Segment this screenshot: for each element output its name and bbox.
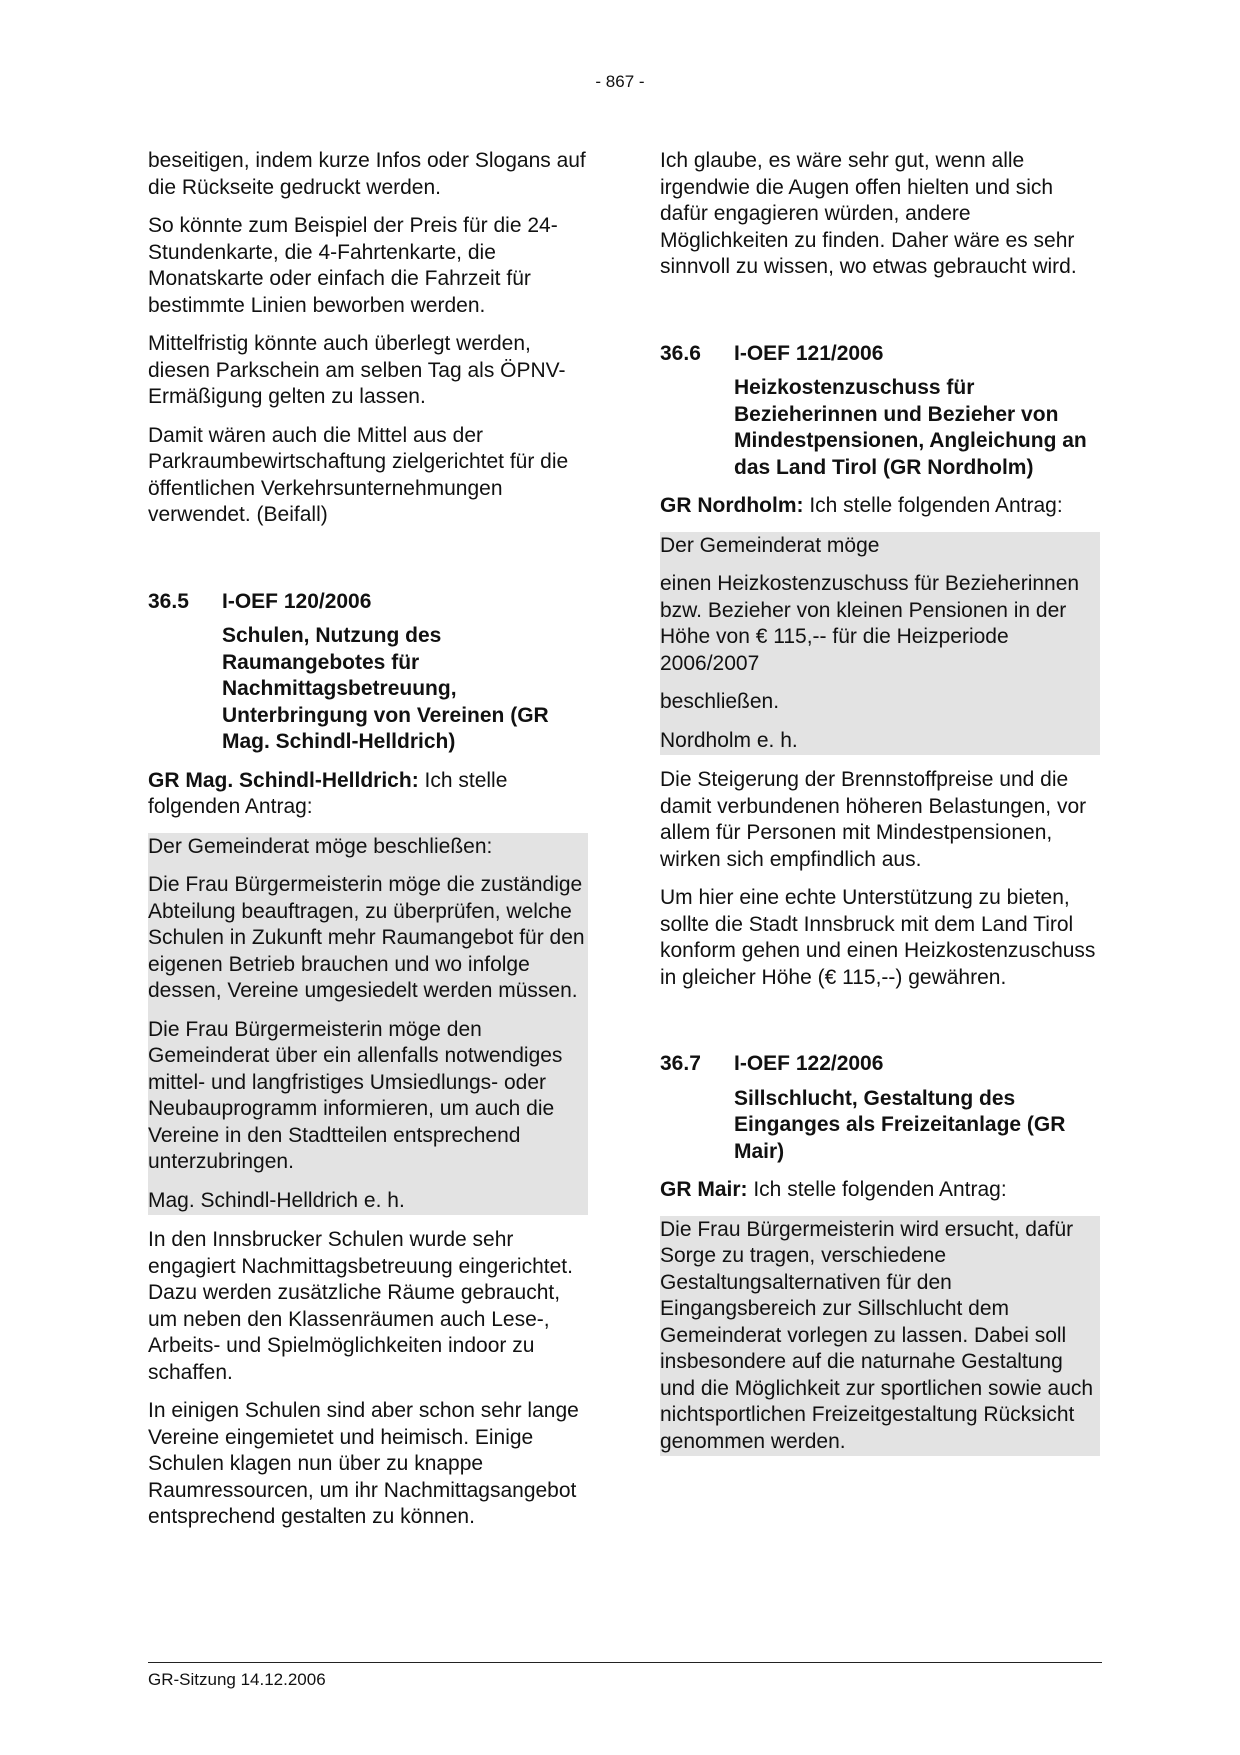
section-code: I-OEF 121/2006 (734, 341, 884, 365)
left-column (148, 148, 588, 1543)
speaker-name: GR Mag. Schindl-Helldrich: (148, 768, 419, 792)
section-code: I-OEF 120/2006 (222, 589, 372, 613)
page-number: - 867 - (595, 72, 645, 91)
paragraph: In den Innsbrucker Schulen wurde sehr engagiert Nachmittagsbetreuung eingerichtet. Dazu werden zusätzliche Räume gebraucht, um neben den Klassenräumen auch Lese-, Arbeits- und Spielmöglichkeiten indoor zu schaffen. (148, 1228, 573, 1384)
section-title: Heizkostenzuschuss für Bezieherinnen und Bezieher von Mindestpensionen, Angleichung an das Land Tirol (GR Nordholm) (734, 376, 1087, 479)
speaker-intro-text: Ich stelle folgenden Antrag: (148, 768, 508, 818)
footer-text: GR-Sitzung 14.12.2006 (148, 1670, 326, 1689)
section-title: Schulen, Nutzung des Raumangebotes für Nachmittagsbetreuung, Unterbringung von Vereinen (GR Mag. Schindl-Helldrich) (222, 624, 549, 753)
speaker-intro (148, 768, 588, 821)
paragraph: beseitigen, indem kurze Infos oder Slogans auf die Rückseite gedruckt werden. (148, 149, 586, 199)
speaker-intro-text: Ich stelle folgenden Antrag: (747, 1178, 1007, 1201)
footer-divider (148, 1662, 1102, 1663)
section-heading-36-6 (660, 341, 1100, 368)
paragraph: In einigen Schulen sind aber schon sehr lange Vereine eingemietet und heimisch. Einige Schulen klagen nun über zu knappe Raumressourcen, um ihr Nachmittagsangebot entsprechend gestalten zu können. (148, 1399, 579, 1528)
section-heading-36-7 (660, 1051, 1100, 1078)
speaker-intro-text: Ich stelle folgenden Antrag: (803, 494, 1063, 517)
motion-line: Die Frau Bürgermeisterin möge den Gemeinderat über ein allenfalls notwendiges mittel- und langfristiges Umsiedlungs- oder Neubauprogramm informieren, um auch die Vereine in den Stadtteilen entsprechend unterzubringen. (148, 1017, 563, 1173)
speaker-intro (660, 493, 1100, 520)
motion-line: Der Gemeinderat möge (660, 533, 880, 557)
motion-box (660, 532, 1100, 756)
section-heading-36-5 (148, 589, 588, 616)
section-code: I-OEF 122/2006 (734, 1052, 884, 1075)
paragraph: Die Steigerung der Brennstoffpreise und die damit verbundenen höheren Belastungen, vor allem für Personen mit Mindestpensionen, wirken sich empfindlich aus. (660, 768, 1087, 871)
motion-line: beschließen. (660, 690, 780, 713)
section-title: Sillschlucht, Gestaltung des Einganges als Freizeitanlage (GR Mair) (734, 1086, 1066, 1163)
motion-box (660, 1216, 1100, 1457)
motion-signature: Nordholm e. h. (660, 728, 798, 752)
motion-line: Der Gemeinderat möge beschließen: (148, 834, 493, 858)
section-number: 36.5 (148, 589, 189, 613)
paragraph: Damit wären auch die Mittel aus der Parkraumbewirtschaftung zielgerichtet für die öffentlichen Verkehrsunternehmungen verwendet. (Beifall) (148, 423, 569, 526)
speaker-name: GR Nordholm: (660, 494, 804, 517)
paragraph: Ich glaube, es wäre sehr gut, wenn alle irgendwie die Augen offen hielten und sich dafür engagieren würden, andere Möglichkeiten zu finden. Daher wäre es sehr sinnvoll zu wissen, wo etwas gebraucht wird. (660, 149, 1077, 278)
speaker-name: GR Mair: (660, 1178, 748, 1201)
motion-line: Die Frau Bürgermeisterin wird ersucht, dafür Sorge zu tragen, verschiedene Gestaltungsalternativen für den Eingangsbereich zur Sillschlucht dem Gemeinderat vorlegen zu lassen. Dabei soll insbesondere auf die naturnahe Gestaltung und die Möglichkeit zur sportlichen sowie auch nichtsportlichen Freizeitgestaltung Rücksicht genommen werden. (660, 1217, 1094, 1453)
right-column (660, 148, 1100, 1468)
section-number: 36.7 (660, 1052, 701, 1075)
speaker-intro (660, 1177, 1100, 1204)
motion-line: einen Heizkostenzuschuss für Bezieherinnen bzw. Bezieher von kleinen Pensionen in der Höhe von € 115,-- für die Heizperiode 2006/2007 (660, 572, 1080, 675)
paragraph: Mittelfristig könnte auch überlegt werden, diesen Parkschein am selben Tag als ÖPNV-Ermäßigung gelten zu lassen. (148, 332, 566, 408)
motion-signature: Mag. Schindl-Helldrich e. h. (148, 1188, 405, 1212)
motion-box (148, 833, 588, 1216)
section-number: 36.6 (660, 341, 701, 365)
paragraph: So könnte zum Beispiel der Preis für die 24-Stundenkarte, die 4-Fahrtenkarte, die Monatskarte oder einfach die Fahrzeit für bestimmte Linien beworben werden. (148, 214, 558, 317)
paragraph: Um hier eine echte Unterstützung zu bieten, sollte die Stadt Innsbruck mit dem Land Tirol konform gehen und einen Heizkostenzuschuss in gleicher Höhe (€ 115,--) gewähren. (660, 886, 1096, 989)
motion-line: Die Frau Bürgermeisterin möge die zuständige Abteilung beauftragen, zu überprüfen, welche Schulen in Zukunft mehr Raumangebot für den eigenen Betrieb brauchen und wo infolge dessen, Vereine umgesiedelt werden müssen. (148, 873, 585, 1002)
